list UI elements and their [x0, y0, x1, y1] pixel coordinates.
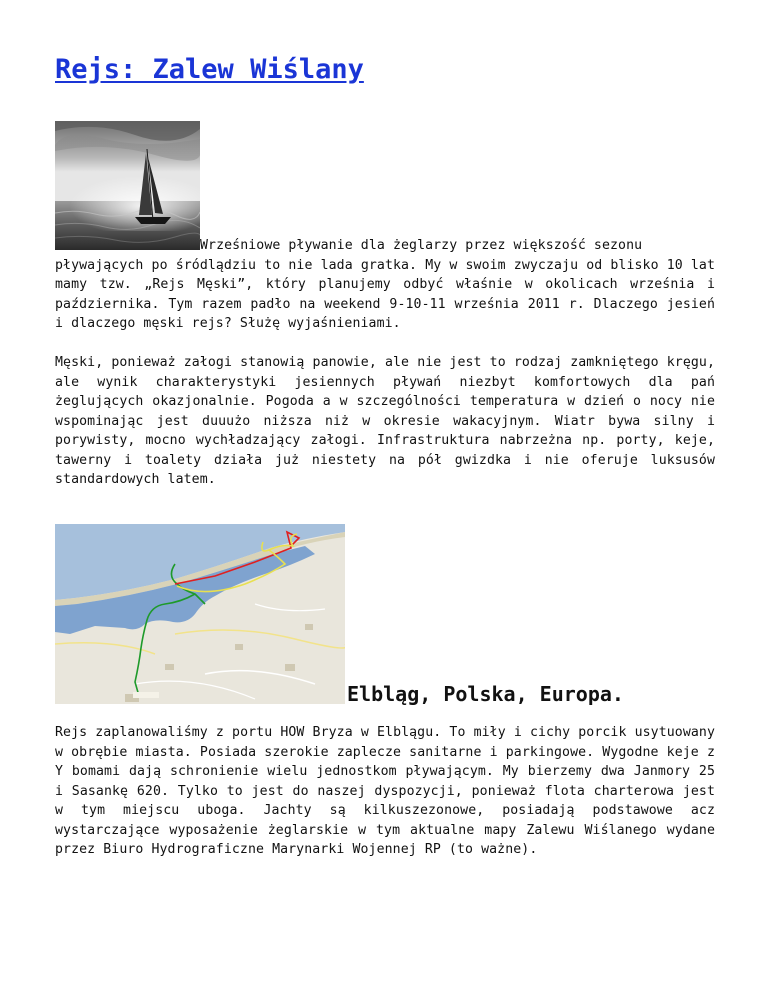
paragraph-intro-first-line: Wrześniowe pływanie dla żeglarzy przez większość sezonu — [200, 238, 643, 253]
title-link[interactable]: Rejs: Zalew Wiślany — [55, 54, 364, 85]
paragraph-intro — [55, 236, 715, 334]
paragraph-port: Rejs zaplanowaliśmy z portu HOW Bryza w Elblągu. To miły i cichy porcik usytuowany w obrębie miasta. Posiada szerokie zaplecze sanitarne i parkingowe. Wygodne keje z Y bomami dają schronienie wielu jednostkom pływającym. My bierzemy dwa Janmory 25 i Sasankę 620. Tylko to jest do naszej dyspozycji, ponieważ flota charterowa jest w tym miejscu uboga. Jachty są kilkuszezonowe, posiadają podstawowe acz wystarczające wyposażenie żeglarskie w tym aktualne mapy Zalewu Wiślanego wydane przez Biuro Hydrograficzne Marynarki Wojennej RP (to ważne). — [55, 725, 715, 857]
sailboat-photo — [55, 121, 200, 250]
paragraph-intro-rest: pływających po śródlądziu to nie lada gratka. My w swoim zwyczaju od blisko 10 lat mamy tzw. „Rejs Męski”, który planujemy odbyć właśnie w okolicach września i października. Tym razem padło na weekend 9-10-11 września 2011 r. Dlaczego jesień i dlaczego męski rejs? Służę wyjaśnieniami. — [55, 257, 715, 331]
paragraph-mens-cruise: Męski, ponieważ załogi stanowią panowie, ale nie jest to rodzaj zamkniętego kręgu, ale wynik charakterystyki jesiennych pływań niezbyt komfortowych dla pań żeglujących okazjonalnie. Pogoda a w szczególności temperatura w dzień o nocy nie wspominając jest duuużo niższa niż w okresie wakacyjnym. Wiatr bywa silny i porywisty, mocno wychładzający załogi. Infrastruktura nabrzeżna np. porty, keje, tawerny i toalety działa już niestety na pół gwizdka i nie oferuje luksusów standardowych latem. — [55, 355, 715, 487]
map-heading: Elbląg, Polska, Europa. — [347, 682, 624, 706]
page-title — [55, 52, 364, 88]
route-map — [55, 524, 345, 704]
